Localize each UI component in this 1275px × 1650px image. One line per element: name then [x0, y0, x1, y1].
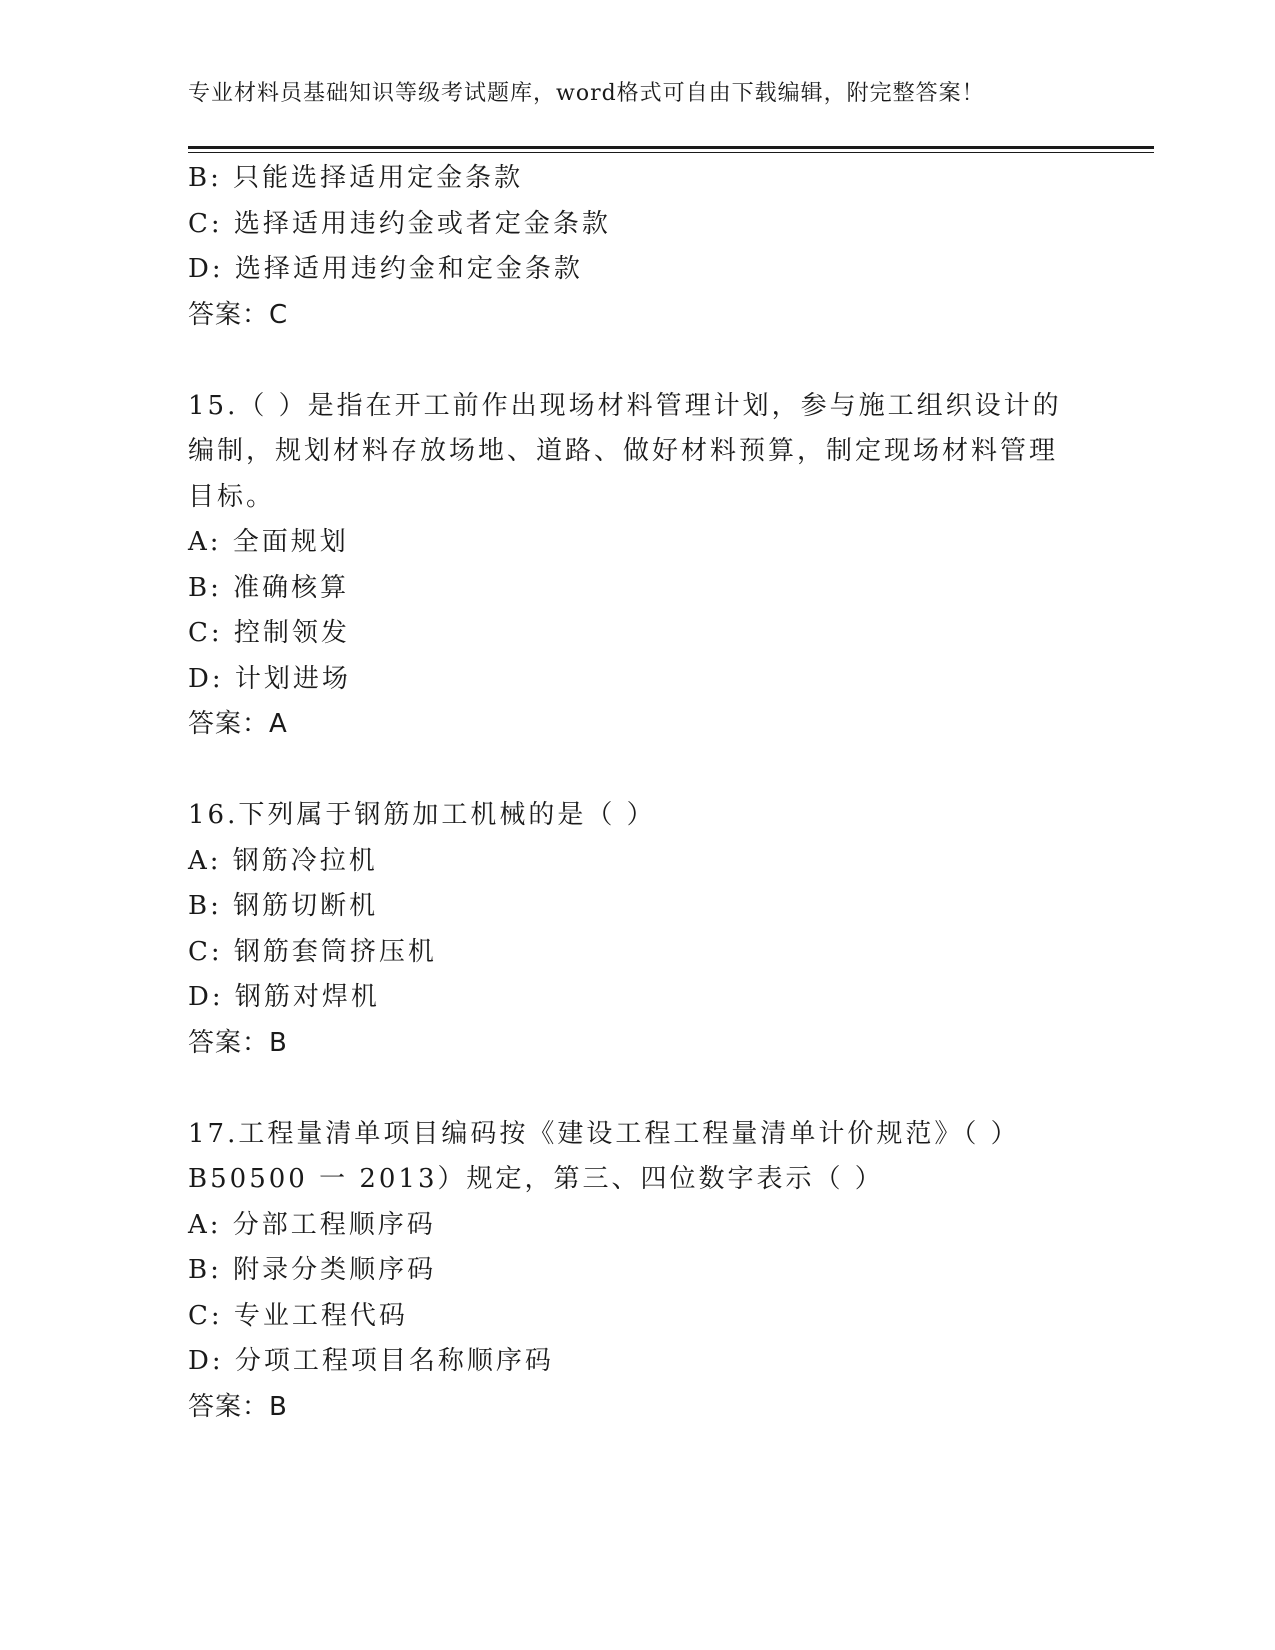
- q17-option-d: D: 分项工程项目名称顺序码: [188, 1346, 554, 1376]
- q15-option-a: A: 全面规划: [188, 527, 349, 557]
- question-16: [188, 793, 1088, 1066]
- q17-stem-line-2: B50500 一 2013）规定，第三、四位数字表示（ ）: [188, 1164, 884, 1194]
- spacer: [188, 1066, 1088, 1112]
- q15-option-b: B: 准确核算: [188, 572, 350, 603]
- q17-option-c: C: 专业工程代码: [188, 1300, 408, 1331]
- q14-option-b: B: 只能选择适用定金条款: [188, 163, 524, 193]
- q15-option-c: C: 控制领发: [188, 618, 350, 648]
- spacer: [188, 748, 1088, 794]
- q15-stem-line-2: 编制，规划材料存放场地、道路、做好材料预算，制定现场材料管理: [188, 436, 1059, 466]
- q15-stem-line-3: 目标。: [188, 481, 276, 512]
- q14-option-c: C: 选择适用违约金或者定金条款: [188, 208, 611, 239]
- page-header: 专业材料员基础知识等级考试题库，word格式可自由下载编辑，附完整答案！: [188, 81, 985, 106]
- q17-answer: 答案：B: [188, 1391, 288, 1422]
- question-content: [188, 156, 1088, 1430]
- q16-answer: 答案：B: [188, 1027, 288, 1058]
- q16-option-d: D: 钢筋对焊机: [188, 982, 380, 1012]
- q15-stem-line-1: 15.（ ）是指在开工前作出现场材料管理计划，参与施工组织设计的: [188, 390, 1062, 421]
- q16-option-c: C: 钢筋套筒挤压机: [188, 936, 437, 967]
- q16-stem-line-1: 16.下列属于钢筋加工机械的是（ ）: [188, 800, 656, 830]
- question-14-tail: [188, 156, 1088, 338]
- q16-option-b: B: 钢筋切断机: [188, 891, 379, 921]
- question-15: [188, 384, 1088, 748]
- q15-answer: 答案：A: [188, 709, 288, 739]
- q17-option-b: B: 附录分类顺序码: [188, 1255, 437, 1285]
- q17-stem-line-1: 17.工程量清单项目编码按《建设工程工程量清单计价规范》（ ）: [188, 1118, 1020, 1149]
- q14-answer: 答案：C: [188, 299, 289, 330]
- question-17: [188, 1112, 1088, 1431]
- q15-option-d: D: 计划进场: [188, 663, 351, 694]
- q16-option-a: A: 钢筋冷拉机: [188, 845, 378, 876]
- header-rule-thick: [188, 146, 1154, 149]
- header-rule-thin: [188, 152, 1154, 153]
- q17-option-a: A: 分部工程顺序码: [188, 1209, 436, 1240]
- spacer: [188, 338, 1088, 384]
- q14-option-d: D: 选择适用违约金和定金条款: [188, 254, 583, 284]
